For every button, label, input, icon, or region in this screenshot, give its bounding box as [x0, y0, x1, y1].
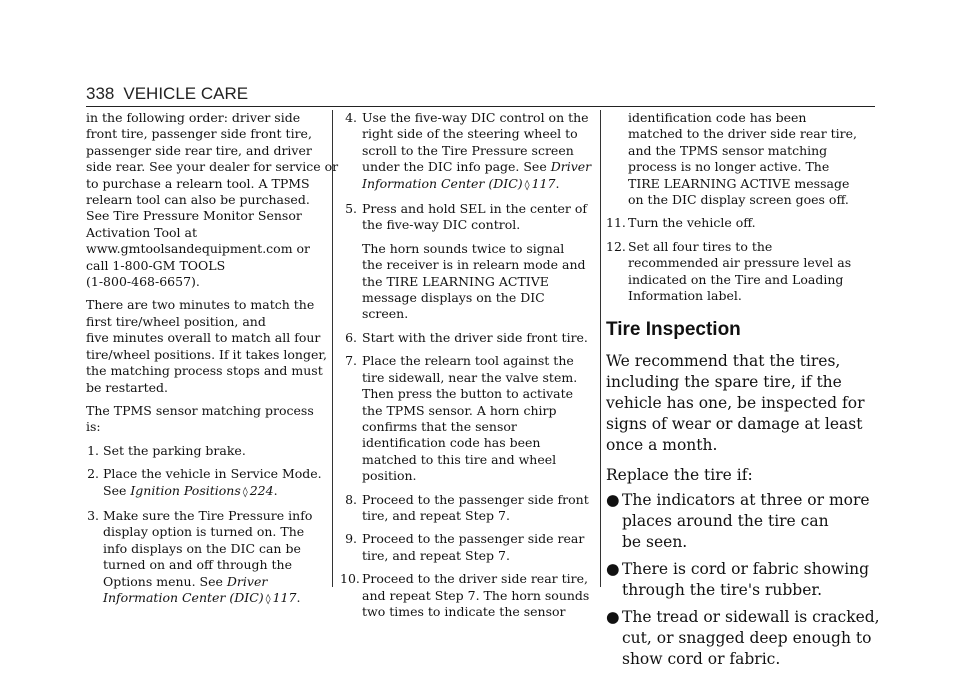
column-divider-2 [600, 110, 601, 587]
text-line: five minutes overall to match all four [86, 330, 321, 346]
step-1 [86, 443, 326, 459]
text-line: screen. [362, 306, 409, 322]
step-text: under the DIC info page. See [362, 159, 547, 175]
steps-list-3 [606, 215, 876, 304]
text-line: the receiver is in relearn mode and [362, 257, 586, 273]
step-text: Use the five-way DIC control on the [362, 110, 589, 125]
text-line: once a month. [606, 435, 718, 454]
bullet-item [606, 490, 876, 553]
text-line: in the following order: driver side [86, 110, 301, 125]
step-text: Place the relearn tool against the [362, 353, 574, 369]
section-title: VEHICLE CARE [123, 84, 249, 103]
step-4 [340, 110, 595, 194]
step-text: Turn the vehicle off. [628, 215, 756, 231]
step-text: indicated on the Tire and Loading [628, 271, 844, 287]
text-line: Activation Tool at [86, 224, 197, 240]
text-line: side rear. See your dealer for service or [86, 159, 339, 175]
bullet-icon: ● [606, 559, 620, 578]
step-text: matched to this tire and wheel [362, 451, 557, 467]
step-number: 8. [345, 491, 357, 507]
step-7 [340, 353, 595, 484]
text-line: www.gmtoolsandequipment.com or [86, 241, 311, 257]
step-number: 4. [345, 110, 357, 125]
text-line: be seen. [622, 532, 688, 551]
page-ref-icon: ◊ [242, 486, 248, 498]
section-heading: Tire Inspection [606, 319, 741, 341]
page-ref-number[interactable]: 224 [249, 482, 274, 498]
step-text: Place the vehicle in Service Mode. [103, 466, 322, 482]
text-line: We recommend that the tires, [606, 351, 841, 370]
step-9 [340, 531, 595, 564]
bullet-icon: ● [606, 607, 620, 626]
step-number: 10. [340, 571, 360, 587]
text-line: (1-800-468-6657). [86, 274, 200, 290]
step-number: 7. [345, 353, 357, 369]
step-text: recommended air pressure level as [628, 255, 852, 271]
column-divider-1 [332, 110, 333, 587]
step-3 [86, 508, 326, 608]
step-text: the five-way DIC control. [362, 217, 521, 233]
step-number: 3. [87, 507, 99, 523]
column-1 [86, 110, 339, 615]
step-text: Proceed to the driver side rear tire, [362, 571, 588, 587]
dic-link[interactable]: Driver [550, 159, 592, 175]
step-text: Options menu. See [103, 573, 223, 589]
page-header [86, 84, 248, 104]
step-text: scroll to the Tire Pressure screen [362, 142, 574, 158]
page-ref-number[interactable]: 117 [531, 175, 556, 191]
page-ref-icon: ◊ [524, 179, 530, 191]
text-line: and the TPMS sensor matching [628, 142, 828, 158]
text-line: process is no longer active. The [628, 159, 830, 175]
step-text: right side of the steering wheel to [362, 126, 578, 142]
step-8 [340, 492, 595, 525]
step-text: Press and hold SEL in the center of [362, 201, 588, 217]
step-text: tire sidewall, near the valve stem. [362, 369, 578, 385]
header-rule [86, 106, 875, 107]
text-line: There are two minutes to match the [86, 297, 315, 313]
text-line: See Tire Pressure Monitor Sensor [86, 208, 302, 224]
step-text: Set the parking brake. [103, 442, 246, 458]
step-text: the TPMS sensor. A horn chirp [362, 402, 557, 418]
text-line: The horn sounds twice to signal [362, 240, 565, 256]
punctuation: . [555, 175, 560, 191]
step-2 [86, 466, 326, 501]
step-5-note [362, 241, 595, 323]
step-10-continuation [606, 110, 876, 208]
text-line: vehicle has one, be inspected for [606, 393, 865, 412]
replace-conditions-list [606, 490, 880, 670]
page-ref-icon: ◊ [265, 593, 271, 605]
see-text: See [103, 482, 127, 498]
dic-link[interactable]: Information Center (DIC) [362, 175, 523, 191]
page-number: 338 [86, 84, 115, 103]
step-text: tire, and repeat Step 7. [362, 547, 510, 563]
text-line: identification code has been [628, 110, 807, 125]
step-number: 6. [345, 329, 357, 345]
column-3 [606, 110, 880, 676]
ignition-positions-link[interactable]: Ignition Positions [130, 482, 241, 498]
step-number: 12. [606, 238, 626, 254]
step-11 [606, 215, 876, 231]
steps-list-1 [86, 443, 326, 609]
steps-list-2 [340, 110, 595, 620]
text-line: including the spare tire, if the [606, 372, 842, 391]
text-line: the TIRE LEARNING ACTIVE [362, 273, 549, 289]
text-line: cut, or snagged deep enough to [622, 628, 872, 647]
text-line: passenger side rear tire, and driver [86, 142, 312, 158]
step-number: 11. [606, 215, 626, 231]
text-line: tire/wheel positions. If it takes longer, [86, 346, 327, 362]
text-line: message displays on the DIC [362, 290, 545, 306]
column-2 [340, 110, 595, 627]
step-number: 5. [345, 201, 357, 217]
step-text: Set all four tires to the [628, 238, 773, 254]
bullet-item [606, 607, 880, 670]
text-line: The tread or sidewall is cracked, [622, 607, 880, 626]
step-text: info displays on the DIC can be [103, 540, 301, 556]
text-line: TIRE LEARNING ACTIVE message [628, 175, 850, 191]
step-10 [340, 571, 595, 620]
text-line: relearn tool can also be purchased. [86, 192, 310, 208]
paragraph-time-limit [86, 297, 326, 395]
text-line: call 1-800-GM TOOLS [86, 257, 226, 273]
text-line: signs of wear or damage at least [606, 414, 863, 433]
step-12 [606, 239, 876, 305]
text-line: show cord or fabric. [622, 649, 781, 668]
paragraph-inspection-intro [606, 351, 876, 456]
step-number: 2. [87, 466, 99, 482]
text-line: The indicators at three or more [622, 490, 870, 509]
step-text: Proceed to the passenger side rear [362, 531, 585, 547]
dic-link[interactable]: Driver [226, 573, 268, 589]
step-5 [340, 201, 595, 323]
paragraph-replace-if: Replace the tire if: [606, 465, 753, 484]
text-line: There is cord or fabric showing [622, 559, 870, 578]
step-text: display option is turned on. The [103, 524, 305, 540]
page-ref-number[interactable]: 117 [272, 589, 297, 605]
step-text: Information label. [628, 288, 742, 304]
step-text: two times to indicate the sensor [362, 603, 566, 619]
text-line: places around the tire can [622, 511, 829, 530]
step-text: identification code has been [362, 435, 541, 451]
dic-link[interactable]: Information Center (DIC) [103, 589, 264, 605]
step-number: 9. [345, 531, 357, 547]
text-line: front tire, passenger side front tire, [86, 126, 312, 142]
bullet-icon: ● [606, 490, 620, 509]
step-text: turned on and off through the [103, 557, 293, 573]
step-number: 1. [87, 442, 99, 458]
step-text: tire, and repeat Step 7. [362, 507, 510, 523]
step-text: and repeat Step 7. The horn sounds [362, 587, 590, 603]
text-line: the matching process stops and must [86, 363, 323, 379]
step-text: Make sure the Tire Pressure info [103, 507, 313, 523]
paragraph-tpms-order [86, 110, 339, 290]
text-line: first tire/wheel position, and [86, 313, 266, 329]
bullet-item [606, 559, 876, 601]
step-text: confirms that the sensor [362, 418, 517, 434]
text-line: on the DIC display screen goes off. [628, 192, 849, 208]
text-line: be restarted. [86, 379, 169, 395]
punctuation: . [273, 482, 278, 498]
text-line: to purchase a relearn tool. A TPMS [86, 175, 310, 191]
text-line: through the tire's rubber. [622, 580, 823, 599]
paragraph-process-intro: The TPMS sensor matching process is: [86, 402, 314, 435]
tire-inspection-body [606, 351, 880, 670]
text-line: matched to the driver side rear tire, [628, 126, 858, 142]
step-text: Proceed to the passenger side front [362, 491, 589, 507]
punctuation: . [296, 589, 301, 605]
step-text: Then press the button to activate [362, 386, 574, 402]
step-6 [340, 330, 595, 346]
step-text: Start with the driver side front tire. [362, 329, 588, 345]
step-text: position. [362, 468, 417, 484]
